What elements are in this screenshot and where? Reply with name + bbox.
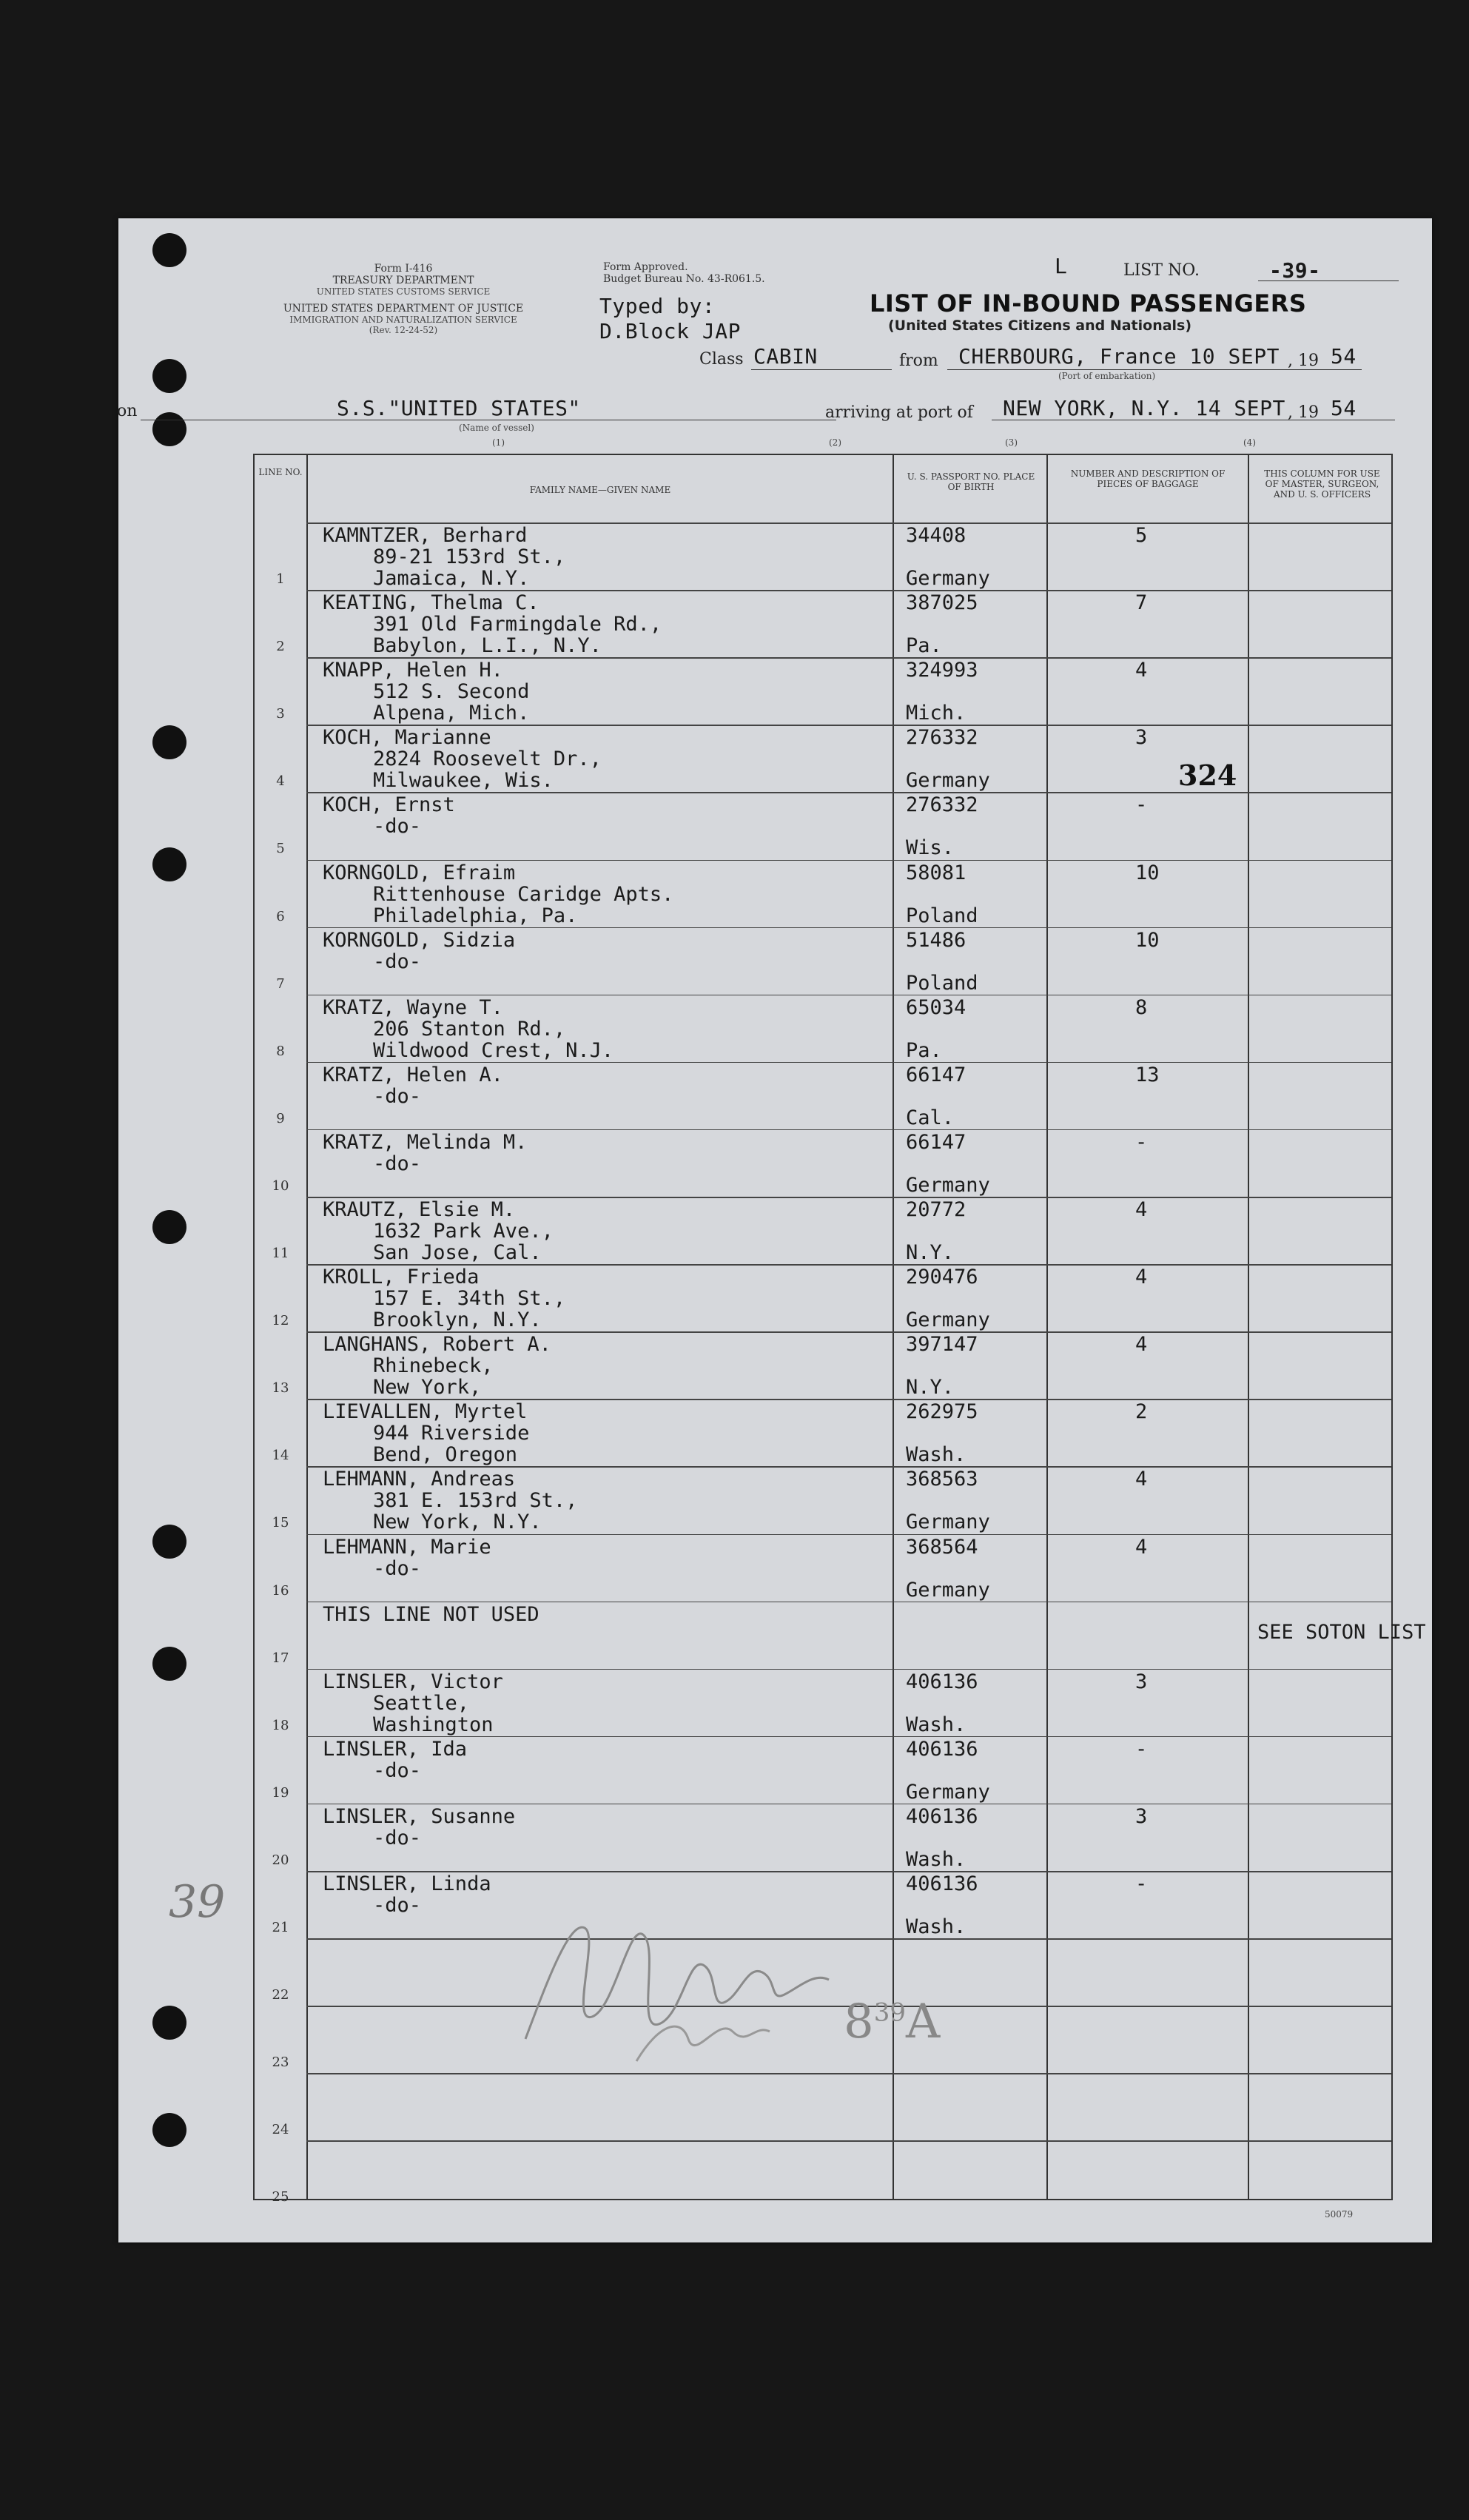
- line-number: 9: [276, 1110, 285, 1126]
- from-value: CHERBOURG, France 10 SEPT: [958, 344, 1280, 369]
- baggage-count: 3: [1135, 726, 1148, 750]
- passport-number: 276332: [906, 793, 978, 817]
- passport-number: 368564: [906, 1535, 978, 1559]
- col-number-1: (1): [492, 437, 505, 448]
- passenger-name: LANGHANS, Robert A.: [323, 1333, 551, 1357]
- table-row: [255, 2141, 1391, 2208]
- place-of-birth: Pa.: [906, 634, 942, 658]
- table-row: [255, 861, 1391, 928]
- place-of-birth: Wash.: [906, 1915, 967, 1938]
- place-of-birth: Mich.: [906, 702, 967, 725]
- baggage-count: 2: [1135, 1400, 1148, 1424]
- baggage-count: 4: [1135, 1266, 1148, 1289]
- table-row: [255, 1602, 1426, 1670]
- address-line-1: Seattle,: [373, 1691, 470, 1715]
- vessel-caption: (Name of vessel): [459, 423, 534, 433]
- address-line-2: Philadelphia, Pa.: [373, 904, 578, 927]
- table-row: [255, 591, 1391, 658]
- passenger-name: LINSLER, Ida: [323, 1737, 468, 1761]
- class-label: Class: [699, 350, 744, 369]
- line-number: 3: [276, 706, 285, 722]
- passport-number: 387025: [906, 591, 978, 615]
- line-number: 22: [272, 1987, 289, 2003]
- binder-hole: [152, 1647, 186, 1681]
- mark-l: L: [1055, 254, 1068, 278]
- on-label: on: [117, 402, 138, 420]
- baggage-count: 5: [1135, 524, 1148, 547]
- baggage-count: -: [1135, 1872, 1148, 1895]
- baggage-count: 4: [1135, 1198, 1148, 1221]
- list-no-underline: [1258, 280, 1399, 281]
- passenger-name: LIEVALLEN, Myrtel: [323, 1400, 528, 1424]
- binder-hole: [152, 2113, 186, 2147]
- place-of-birth: Germany: [906, 1308, 990, 1332]
- list-no-value: -39-: [1269, 258, 1321, 283]
- baggage-count: 10: [1135, 861, 1160, 884]
- table-row: [255, 658, 1391, 725]
- manifest-sheet: [118, 218, 1432, 2242]
- address-line-1: 2824 Roosevelt Dr.,: [373, 747, 602, 771]
- address-line-2: Washington: [373, 1713, 494, 1736]
- passport-number: 262975: [906, 1400, 978, 1424]
- passenger-name: KRATZ, Melinda M.: [323, 1130, 528, 1154]
- line-number: 5: [276, 841, 285, 857]
- binder-hole: [152, 233, 186, 267]
- line-number: 18: [272, 1717, 289, 1733]
- place-of-birth: Pa.: [906, 1038, 942, 1062]
- customs-service: UNITED STATES CUSTOMS SERVICE: [316, 286, 491, 297]
- binder-hole: [152, 1210, 186, 1244]
- from-underline: [947, 369, 1362, 370]
- binder-hole: [152, 412, 186, 446]
- table-row: [255, 1467, 1391, 1534]
- baggage-count: 10: [1135, 928, 1160, 952]
- passenger-name: THIS LINE NOT USED: [323, 1602, 539, 1626]
- table-row: [255, 995, 1391, 1063]
- line-number: 20: [272, 1852, 289, 1868]
- passport-number: 406136: [906, 1872, 978, 1895]
- line-number: 17: [272, 1650, 289, 1666]
- passport-number: 406136: [906, 1670, 978, 1693]
- baggage-count: 4: [1135, 1535, 1148, 1559]
- arrival-year: 54: [1331, 396, 1357, 420]
- table-row: [255, 1535, 1391, 1602]
- table-row: [255, 2074, 1391, 2141]
- table-row: [255, 1670, 1391, 1737]
- table-row: [255, 928, 1391, 995]
- colhead-line-no: LINE NO.: [258, 467, 303, 477]
- passenger-name: LINSLER, Susanne: [323, 1804, 516, 1828]
- col-number-4: (4): [1243, 437, 1256, 448]
- form-approved: Form Approved.: [603, 261, 688, 273]
- passenger-name: KEATING, Thelma C.: [323, 591, 539, 615]
- binder-hole: [152, 2006, 186, 2040]
- address-line-2: Jamaica, N.Y.: [373, 567, 530, 590]
- baggage-count: 7: [1135, 591, 1148, 615]
- passport-number: 66147: [906, 1130, 967, 1154]
- passenger-name: LINSLER, Victor: [323, 1670, 503, 1693]
- passenger-name: KOCH, Marianne: [323, 726, 491, 750]
- line-number: 8: [276, 1043, 285, 1059]
- place-of-birth: Germany: [906, 567, 990, 590]
- place-of-birth: Poland: [906, 904, 978, 927]
- address-line-1: 512 S. Second: [373, 680, 530, 704]
- pencil-note: [844, 1995, 940, 2049]
- address-line-2: San Jose, Cal.: [373, 1241, 542, 1264]
- place-of-birth: Wis.: [906, 836, 955, 860]
- vessel-name: S.S."UNITED STATES": [337, 396, 581, 420]
- passenger-name: KORNGOLD, Efraim: [323, 861, 516, 884]
- table-row: [255, 1197, 1391, 1265]
- passport-number: 406136: [906, 1804, 978, 1828]
- address-line-1: 89-21 153rd St.,: [373, 545, 566, 568]
- passport-number: 290476: [906, 1266, 978, 1289]
- address-line-2: Bend, Oregon: [373, 1443, 518, 1467]
- place-of-birth: N.Y.: [906, 1376, 955, 1400]
- place-of-birth: Poland: [906, 971, 978, 995]
- passport-number: 34408: [906, 524, 967, 547]
- list-no-label: LIST NO.: [1123, 261, 1200, 280]
- passenger-name: KNAPP, Helen H.: [323, 659, 503, 682]
- address-line-2: Brooklyn, N.Y.: [373, 1308, 542, 1332]
- address-line-1: 381 E. 153rd St.,: [373, 1489, 578, 1513]
- form-number: Form I-416: [374, 263, 433, 275]
- colhead-officers: THIS COLUMN FOR USE OF MASTER, SURGEON, AND U. S. OFFICERS: [1264, 468, 1380, 500]
- budget-bureau: Budget Bureau No. 43-R061.5.: [603, 273, 765, 285]
- list-subtitle: (United States Citizens and Nationals): [888, 317, 1192, 334]
- colhead-baggage: NUMBER AND DESCRIPTION OF PIECES OF BAGGAGE: [1070, 468, 1226, 489]
- address-line-1: -do-: [373, 1758, 422, 1782]
- line-number: 14: [272, 1448, 289, 1464]
- passenger-name: KAMNTZER, Berhard: [323, 524, 528, 547]
- officer-note: SEE SOTON LIST: [1257, 1620, 1426, 1644]
- address-line-2: Babylon, L.I., N.Y.: [373, 634, 602, 658]
- passenger-name: KRATZ, Helen A.: [323, 1063, 503, 1086]
- baggage-count: 4: [1135, 659, 1148, 682]
- line-number: 10: [272, 1177, 289, 1194]
- passport-number: 58081: [906, 861, 967, 884]
- line-number: 25: [272, 2189, 289, 2205]
- line-number: 15: [272, 1515, 289, 1531]
- table-row: [255, 523, 1391, 591]
- address-line-1: -do-: [373, 1556, 422, 1580]
- address-line-1: Rittenhouse Caridge Apts.: [373, 882, 674, 906]
- passenger-name: KORNGOLD, Sidzia: [323, 928, 516, 952]
- line-number: 7: [276, 975, 285, 992]
- approval-block: [603, 261, 765, 285]
- address-line-1: -do-: [373, 950, 422, 973]
- line-number: 1: [276, 571, 285, 588]
- place-of-birth: Wash.: [906, 1443, 967, 1467]
- baggage-count: 13: [1135, 1063, 1160, 1086]
- table-row: [255, 1804, 1391, 1872]
- place-of-birth: Germany: [906, 769, 990, 793]
- class-underline: [751, 369, 892, 370]
- line-number: 19: [272, 1784, 289, 1801]
- line-number: 21: [272, 1920, 289, 1936]
- arrival-year-prefix: , 19: [1288, 403, 1319, 422]
- passport-number: 66147: [906, 1063, 967, 1086]
- line-number: 24: [272, 2122, 289, 2138]
- line-number: 2: [276, 639, 285, 655]
- typed-by-value: D.Block JAP: [599, 319, 741, 343]
- baggage-count: 8: [1135, 995, 1148, 1019]
- arriving-label: arriving at port of: [825, 403, 973, 422]
- line-number: 13: [272, 1380, 289, 1397]
- address-line-2: Wildwood Crest, N.J.: [373, 1038, 614, 1062]
- typed-by-label: Typed by:: [599, 294, 716, 318]
- address-line-2: Milwaukee, Wis.: [373, 769, 554, 793]
- passenger-name: KRAUTZ, Elsie M.: [323, 1198, 516, 1221]
- passport-number: 276332: [906, 726, 978, 750]
- from-label: from: [899, 352, 938, 370]
- address-line-2: New York,: [373, 1376, 482, 1400]
- place-of-birth: Germany: [906, 1511, 990, 1534]
- baggage-count: 3: [1135, 1670, 1148, 1693]
- place-of-birth: Germany: [906, 1173, 990, 1197]
- ins-service: IMMIGRATION AND NATURALIZATION SERVICE: [289, 315, 517, 325]
- passenger-name: KROLL, Frieda: [323, 1266, 480, 1289]
- place-of-birth: N.Y.: [906, 1241, 955, 1264]
- form-revision: (Rev. 12-24-52): [369, 325, 438, 335]
- table-row: [255, 1063, 1391, 1130]
- table-row: [255, 793, 1391, 860]
- table-row: [255, 1332, 1391, 1400]
- table-row: [255, 1265, 1391, 1332]
- class-value: CABIN: [753, 344, 818, 369]
- address-line-1: 206 Stanton Rd.,: [373, 1017, 566, 1041]
- address-line-1: -do-: [373, 815, 422, 839]
- place-of-birth: Wash.: [906, 1713, 967, 1736]
- address-line-1: Rhinebeck,: [373, 1354, 494, 1378]
- passenger-name: LINSLER, Linda: [323, 1872, 491, 1895]
- line-number: 6: [276, 908, 285, 924]
- passport-number: 406136: [906, 1737, 978, 1761]
- table-row: [255, 1400, 1391, 1467]
- port-embark-caption: (Port of embarkation): [1058, 371, 1156, 381]
- baggage-count: -: [1135, 793, 1148, 817]
- colhead-name: FAMILY NAME—GIVEN NAME: [529, 485, 671, 495]
- address-line-1: 1632 Park Ave.,: [373, 1220, 554, 1243]
- from-year: 54: [1331, 344, 1357, 369]
- colhead-passport: U. S. PASSPORT NO. PLACE OF BIRTH: [907, 471, 1035, 492]
- passport-number: 368563: [906, 1468, 978, 1491]
- pencil-note-letter: A: [905, 1995, 941, 2049]
- line-number: 23: [272, 2054, 289, 2071]
- passenger-name: LEHMANN, Andreas: [323, 1468, 516, 1491]
- binder-hole: [152, 725, 186, 759]
- binder-hole: [152, 847, 186, 881]
- place-of-birth: Cal.: [906, 1106, 955, 1129]
- table-row: [255, 1130, 1391, 1197]
- line-number: 4: [276, 773, 285, 790]
- address-line-1: -do-: [373, 1826, 422, 1849]
- pencil-note-sup: 39: [873, 1997, 906, 2028]
- stamp-number: 324: [1178, 759, 1237, 792]
- address-line-1: -do-: [373, 1152, 422, 1175]
- dept-treasury: TREASURY DEPARTMENT: [332, 275, 474, 286]
- from-year-prefix: , 19: [1288, 352, 1319, 370]
- line-number: 11: [272, 1246, 289, 1262]
- address-line-1: -do-: [373, 1894, 422, 1917]
- table-row: [255, 1737, 1391, 1804]
- form-id-block: [241, 263, 566, 335]
- passport-number: 65034: [906, 995, 967, 1019]
- binder-hole: [152, 359, 186, 393]
- place-of-birth: Germany: [906, 1578, 990, 1602]
- passport-number: 51486: [906, 928, 967, 952]
- baggage-count: -: [1135, 1130, 1148, 1154]
- passport-number: 20772: [906, 1198, 967, 1221]
- place-of-birth: Wash.: [906, 1847, 967, 1871]
- passenger-name: KOCH, Ernst: [323, 793, 455, 817]
- col-number-3: (3): [1005, 437, 1018, 448]
- passenger-name: LEHMANN, Marie: [323, 1535, 491, 1559]
- dept-justice: UNITED STATES DEPARTMENT OF JUSTICE: [283, 303, 524, 315]
- margin-pencil-number: 39: [169, 1876, 226, 1928]
- line-number: 16: [272, 1582, 289, 1599]
- address-line-1: 157 E. 34th St.,: [373, 1287, 566, 1311]
- passenger-name: KRATZ, Wayne T.: [323, 995, 503, 1019]
- form-code: 50079: [1325, 2209, 1354, 2220]
- baggage-count: 4: [1135, 1333, 1148, 1357]
- list-title: LIST OF IN-BOUND PASSENGERS: [870, 289, 1307, 317]
- passport-number: 324993: [906, 659, 978, 682]
- line-number: 12: [272, 1313, 289, 1329]
- arrival-value: NEW YORK, N.Y. 14 SEPT: [1003, 396, 1285, 420]
- place-of-birth: Germany: [906, 1780, 990, 1804]
- address-line-2: Alpena, Mich.: [373, 702, 530, 725]
- baggage-count: 4: [1135, 1468, 1148, 1491]
- pencil-note-number: 8: [844, 1995, 874, 2049]
- address-line-1: -do-: [373, 1084, 422, 1108]
- address-line-1: 944 Riverside: [373, 1422, 530, 1445]
- col-number-2: (2): [829, 437, 841, 448]
- address-line-1: 391 Old Farmingdale Rd.,: [373, 613, 662, 636]
- baggage-count: -: [1135, 1737, 1148, 1761]
- passport-number: 397147: [906, 1333, 978, 1357]
- address-line-2: New York, N.Y.: [373, 1511, 542, 1534]
- baggage-count: 3: [1135, 1804, 1148, 1828]
- binder-hole: [152, 1525, 186, 1559]
